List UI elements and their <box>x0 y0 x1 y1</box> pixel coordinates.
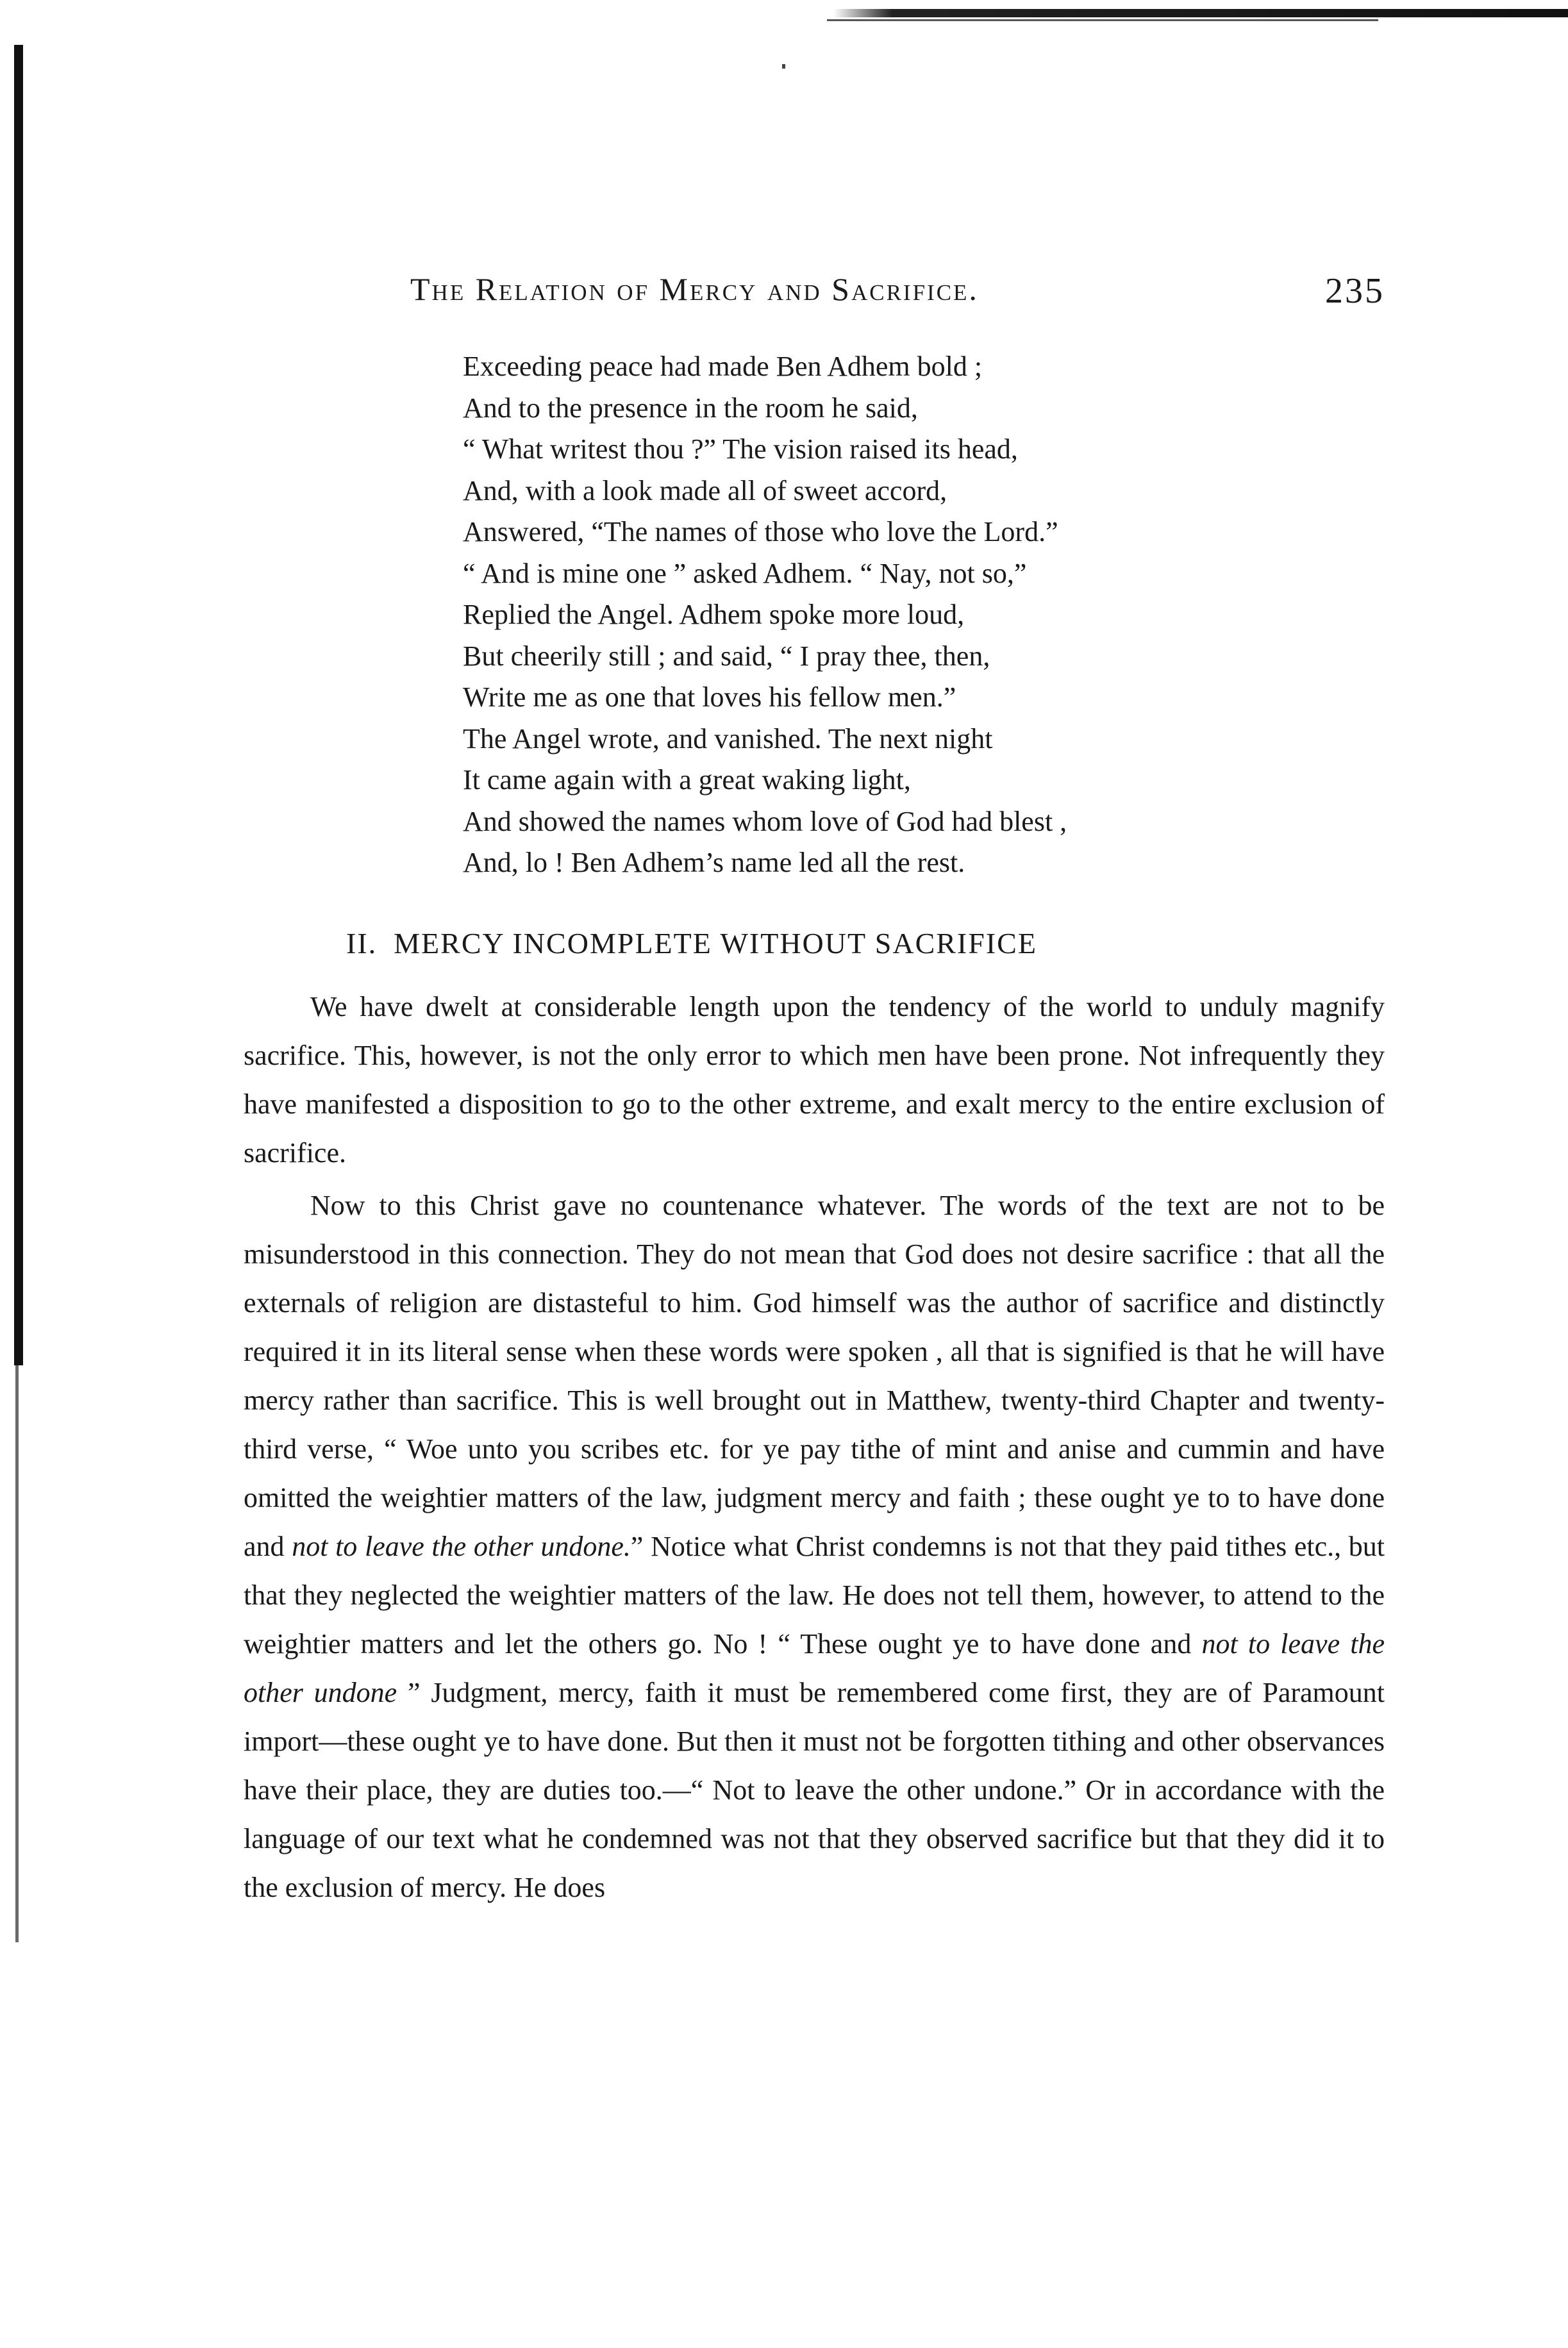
poem-line: And, lo ! Ben Adhem’s name led all the rest. <box>463 847 965 878</box>
poem-block <box>463 346 1385 884</box>
paragraph <box>244 1181 1385 1912</box>
poem-line: “ And is mine one ” asked Adhem. “ Nay, not so,” <box>463 557 1027 589</box>
poem-line: “ What writest thou ?” The vision raised its head, <box>463 433 1018 465</box>
scan-binding-edge <box>14 45 23 1365</box>
scan-speck <box>782 64 785 69</box>
scan-binding-edge-lower <box>15 1365 19 1942</box>
poem-line: Exceeding peace had made Ben Adhem bold ; <box>463 351 983 382</box>
page-number: 235 <box>1325 271 1385 311</box>
italic-phrase: not to leave the other undone <box>244 1628 1385 1708</box>
scan-top-rule-thin <box>827 19 1378 21</box>
poem-line: Write me as one that loves his fellow men.” <box>463 681 956 713</box>
running-head <box>244 256 1385 314</box>
paragraph: We have dwelt at considerable length upon the tendency of the world to unduly magnify sacrifice. This, however, is not the only error to which men have been prone. Not infrequently they have manifested a disposition to go to the other extreme, and exalt mercy to the entire exclusion of sacrifice. <box>244 990 1385 1169</box>
italic-phrase: not to leave the other undone. <box>292 1530 631 1562</box>
poem-line: But cheerily still ; and said, “ I pray thee, then, <box>463 640 990 672</box>
section-heading <box>346 921 1385 966</box>
paragraph-text: ” Judgment, mercy, faith it must be remembered come first, they are of Paramount import—these ought ye to have done. But then it must not be forgotten tithing and other observances have their place, they are duties too.—“ Not to leave the other undone.” Or in accordance with the language of our text what he condemned was not that they observed sacrifice but that they did it to the exclusion of mercy. He does <box>244 1676 1385 1903</box>
paragraph-text: ” Notice what Christ condemns is not that they paid tithes etc., but that they neglected the weightier matters of the law. He does not tell them, however, to attend to the weightier matters and let the others go. No ! “ These ought ye to have done and <box>244 1530 1385 1660</box>
body-text <box>244 983 1385 1912</box>
poem-line: Answered, “The names of those who love the Lord.” <box>463 516 1058 547</box>
poem-line: And to the presence in the room he said, <box>463 392 918 424</box>
poem-line: And, with a look made all of sweet accord, <box>463 474 947 506</box>
section-title: MERCY INCOMPLETE WITHOUT SACRIFICE <box>394 926 1037 960</box>
section-numeral: II. <box>346 926 378 960</box>
running-title: The Relation of Mercy and Sacrifice. <box>410 271 979 307</box>
poem-line: The Angel wrote, and vanished. The next night <box>463 722 993 754</box>
book-page <box>244 256 1385 1912</box>
poem-line: And showed the names whom love of God had blest , <box>463 805 1067 837</box>
scan-top-rule <box>833 9 1568 17</box>
paragraph-text: Now to this Christ gave no countenance whatever. The words of the text are not to be misunderstood in this connection. They do not mean that God does not desire sacrifice : that all the externals of religion are distasteful to him. God himself was the author of sacrifice and distinctly required it in its literal sense when these words were spoken , all that is signified is that he will have mercy rather than sacrifice. This is well brought out in Matthew, twenty-third Chapter and twenty-third verse, “ Woe unto you scribes etc. for ye pay tithe of mint and anise and cummin and have omitted the weightier matters of the law, judgment mercy and faith ; these ought ye to to have done and <box>244 1189 1385 1562</box>
poem-line: It came again with a great waking light, <box>463 764 911 795</box>
poem-line: Replied the Angel. Adhem spoke more loud, <box>463 599 965 630</box>
